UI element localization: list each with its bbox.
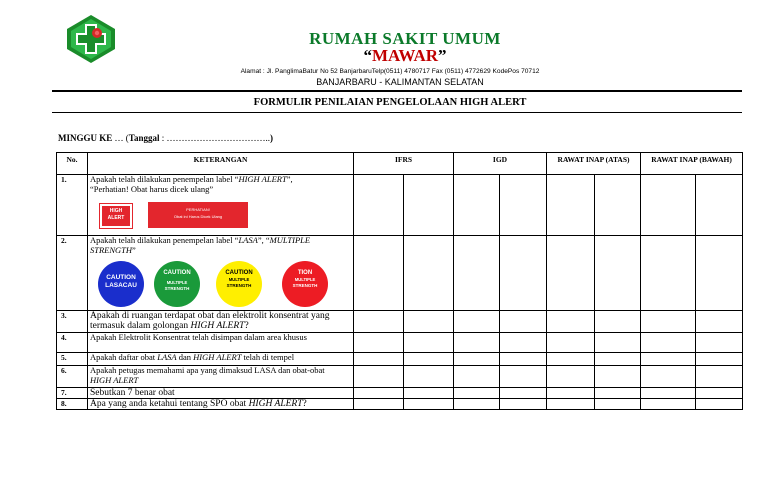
col-header-ifrs: IFRS — [354, 153, 454, 175]
open-quote: “ — [363, 46, 372, 65]
cell-atas-1[interactable] — [547, 175, 595, 236]
cell-atas-2[interactable] — [595, 353, 641, 366]
hospital-city: BANJARBARU - KALIMANTAN SELATAN — [316, 77, 484, 87]
cell-atas-1[interactable] — [547, 333, 595, 353]
row-number: 7. — [57, 388, 88, 399]
week-date-line — [58, 133, 273, 143]
cell-ifrs-1[interactable] — [354, 399, 404, 410]
cell-ifrs-2[interactable] — [404, 366, 454, 388]
cell-bawah-1[interactable] — [641, 353, 696, 366]
row-number: 3. — [57, 311, 88, 333]
cell-atas-2[interactable] — [595, 333, 641, 353]
cell-bawah-1[interactable] — [641, 388, 696, 399]
date-label: Tanggal — [128, 133, 160, 143]
col-header-no: No. — [57, 153, 88, 175]
form-title-divider — [52, 112, 742, 113]
col-header-igd: IGD — [454, 153, 547, 175]
cell-igd-2[interactable] — [500, 388, 547, 399]
cell-igd-2[interactable] — [500, 236, 547, 311]
cell-bawah-1[interactable] — [641, 236, 696, 311]
col-header-rawat-inap-atas: RAWAT INAP (ATAS) — [547, 153, 641, 175]
question-text: Apakah petugas memahami apa yang dimaksud LASA dan obat-obat HIGH ALERT — [90, 365, 325, 385]
cell-atas-1[interactable] — [547, 311, 595, 333]
row-number: 5. — [57, 353, 88, 366]
row-number: 1. — [57, 175, 88, 236]
cell-bawah-2[interactable] — [696, 333, 743, 353]
cell-ifrs-2[interactable] — [404, 333, 454, 353]
cell-bawah-2[interactable] — [696, 311, 743, 333]
row-description — [88, 175, 354, 236]
cell-ifrs-1[interactable] — [354, 353, 404, 366]
cell-igd-2[interactable] — [500, 311, 547, 333]
cell-igd-2[interactable] — [500, 353, 547, 366]
perhatian-sign: PERHATIAN! Obat ini Harus Dicek Ulang — [148, 202, 248, 228]
hospital-logo — [66, 14, 116, 64]
cell-ifrs-1[interactable] — [354, 236, 404, 311]
cell-igd-1[interactable] — [454, 311, 500, 333]
cell-ifrs-1[interactable] — [354, 175, 404, 236]
cell-ifrs-2[interactable] — [404, 388, 454, 399]
question-text: Apakah Elektrolit Konsentrat telah disimpan dalam area khusus — [90, 332, 307, 342]
cell-igd-2[interactable] — [500, 175, 547, 236]
table-header-row — [57, 153, 743, 175]
cell-atas-2[interactable] — [595, 175, 641, 236]
table-row — [57, 366, 743, 388]
cell-igd-2[interactable] — [500, 366, 547, 388]
row-description — [88, 366, 354, 388]
cell-bawah-1[interactable] — [641, 399, 696, 410]
cell-igd-1[interactable] — [454, 366, 500, 388]
cell-igd-1[interactable] — [454, 236, 500, 311]
cell-ifrs-2[interactable] — [404, 236, 454, 311]
caution-multiple-strength-yellow-sticker: CAUTION MULTIPLE STRENGTH — [216, 261, 262, 307]
question-text: Apakah telah dilakukan penempelan label “LASA”, “MULTIPLE STRENGTH” — [90, 235, 311, 255]
row-description — [88, 333, 354, 353]
question-text: Apa yang anda ketahui tentang SPO obat HIGH ALERT? — [90, 399, 307, 409]
cell-atas-1[interactable] — [547, 236, 595, 311]
date-dots: : …………………………….. — [159, 133, 270, 143]
cell-bawah-2[interactable] — [696, 399, 743, 410]
row-description — [88, 311, 354, 333]
row-description — [88, 236, 354, 311]
cell-igd-1[interactable] — [454, 333, 500, 353]
row-description — [88, 388, 354, 399]
row-number: 8. — [57, 399, 88, 410]
cell-atas-1[interactable] — [547, 388, 595, 399]
cell-ifrs-1[interactable] — [354, 311, 404, 333]
row-number: 6. — [57, 366, 88, 388]
cell-bawah-2[interactable] — [696, 366, 743, 388]
col-header-keterangan: KETERANGAN — [88, 153, 354, 175]
cell-ifrs-1[interactable] — [354, 366, 404, 388]
cell-atas-2[interactable] — [595, 366, 641, 388]
row-number: 2. — [57, 236, 88, 311]
cell-atas-2[interactable] — [595, 311, 641, 333]
table-row — [57, 388, 743, 399]
cell-igd-1[interactable] — [454, 388, 500, 399]
cell-atas-2[interactable] — [595, 388, 641, 399]
table-row — [57, 311, 743, 333]
cell-atas-1[interactable] — [547, 399, 595, 410]
cell-bawah-2[interactable] — [696, 236, 743, 311]
week-label: MINGGU KE — [58, 133, 113, 143]
question-text: Sebutkan 7 benar obat — [90, 388, 175, 398]
hospital-type-title: RUMAH SAKIT UMUM — [309, 29, 501, 48]
cell-bawah-2[interactable] — [696, 175, 743, 236]
row-description — [88, 353, 354, 366]
table-row — [57, 175, 743, 236]
cell-bawah-2[interactable] — [696, 353, 743, 366]
caution-multiple-strength-green-sticker: CAUTION MULTIPLE STRENGTH — [154, 261, 200, 307]
cell-bawah-1[interactable] — [641, 366, 696, 388]
cell-ifrs-2[interactable] — [404, 175, 454, 236]
row-number: 4. — [57, 333, 88, 353]
cell-bawah-1[interactable] — [641, 311, 696, 333]
caution-lasa-sticker: CAUTION LASACAU — [98, 261, 144, 307]
row-description — [88, 399, 354, 410]
caution-multiple-strength-red-sticker: TION MULTIPLE STRENGTH — [282, 261, 328, 307]
col-header-rawat-inap-bawah: RAWAT INAP (BAWAH) — [641, 153, 743, 175]
form-title: FORMULIR PENILAIAN PENGELOLAAN HIGH ALERT — [253, 97, 527, 108]
cell-atas-1[interactable] — [547, 366, 595, 388]
cell-igd-1[interactable] — [454, 175, 500, 236]
question-text: Apakah telah dilakukan penempelan label “HIGH ALERT”, “Perhatian! Obat harus dicek ulang” — [90, 174, 293, 194]
cell-igd-1[interactable] — [454, 353, 500, 366]
high-alert-sign: HIGH ALERT — [100, 204, 132, 228]
cell-bawah-1[interactable] — [641, 333, 696, 353]
cell-ifrs-1[interactable] — [354, 388, 404, 399]
table-row — [57, 333, 743, 353]
cell-atas-2[interactable] — [595, 236, 641, 311]
cell-bawah-2[interactable] — [696, 388, 743, 399]
question-text: Apakah daftar obat LASA dan HIGH ALERT telah di tempel — [90, 352, 295, 362]
week-close: ) — [269, 133, 273, 143]
cell-ifrs-2[interactable] — [404, 353, 454, 366]
hospital-name — [260, 46, 550, 66]
cell-igd-1[interactable] — [454, 399, 500, 410]
hospital-address: Alamat : Jl. PanglimaBatur No 52 BanjarbaruTelp(0511) 4780717 Fax (0511) 4772629 KodePos 70712 — [240, 68, 540, 75]
cell-atas-2[interactable] — [595, 399, 641, 410]
week-dots: … ( — [112, 133, 129, 143]
assessment-table — [56, 152, 743, 410]
cell-ifrs-1[interactable] — [354, 333, 404, 353]
cell-ifrs-2[interactable] — [404, 311, 454, 333]
hospital-name-text: MAWAR — [371, 46, 439, 65]
table-row — [57, 399, 743, 410]
question-text: Apakah di ruangan terdapat obat dan elektrolit konsentrat yang termasuk dalam golongan HIGH ALERT? — [90, 311, 330, 331]
close-quote: ” — [438, 46, 447, 65]
cell-ifrs-2[interactable] — [404, 399, 454, 410]
table-row — [57, 353, 743, 366]
header-divider — [52, 90, 742, 92]
cell-bawah-1[interactable] — [641, 175, 696, 236]
table-row — [57, 236, 743, 311]
cell-igd-2[interactable] — [500, 333, 547, 353]
cell-atas-1[interactable] — [547, 353, 595, 366]
cell-igd-2[interactable] — [500, 399, 547, 410]
